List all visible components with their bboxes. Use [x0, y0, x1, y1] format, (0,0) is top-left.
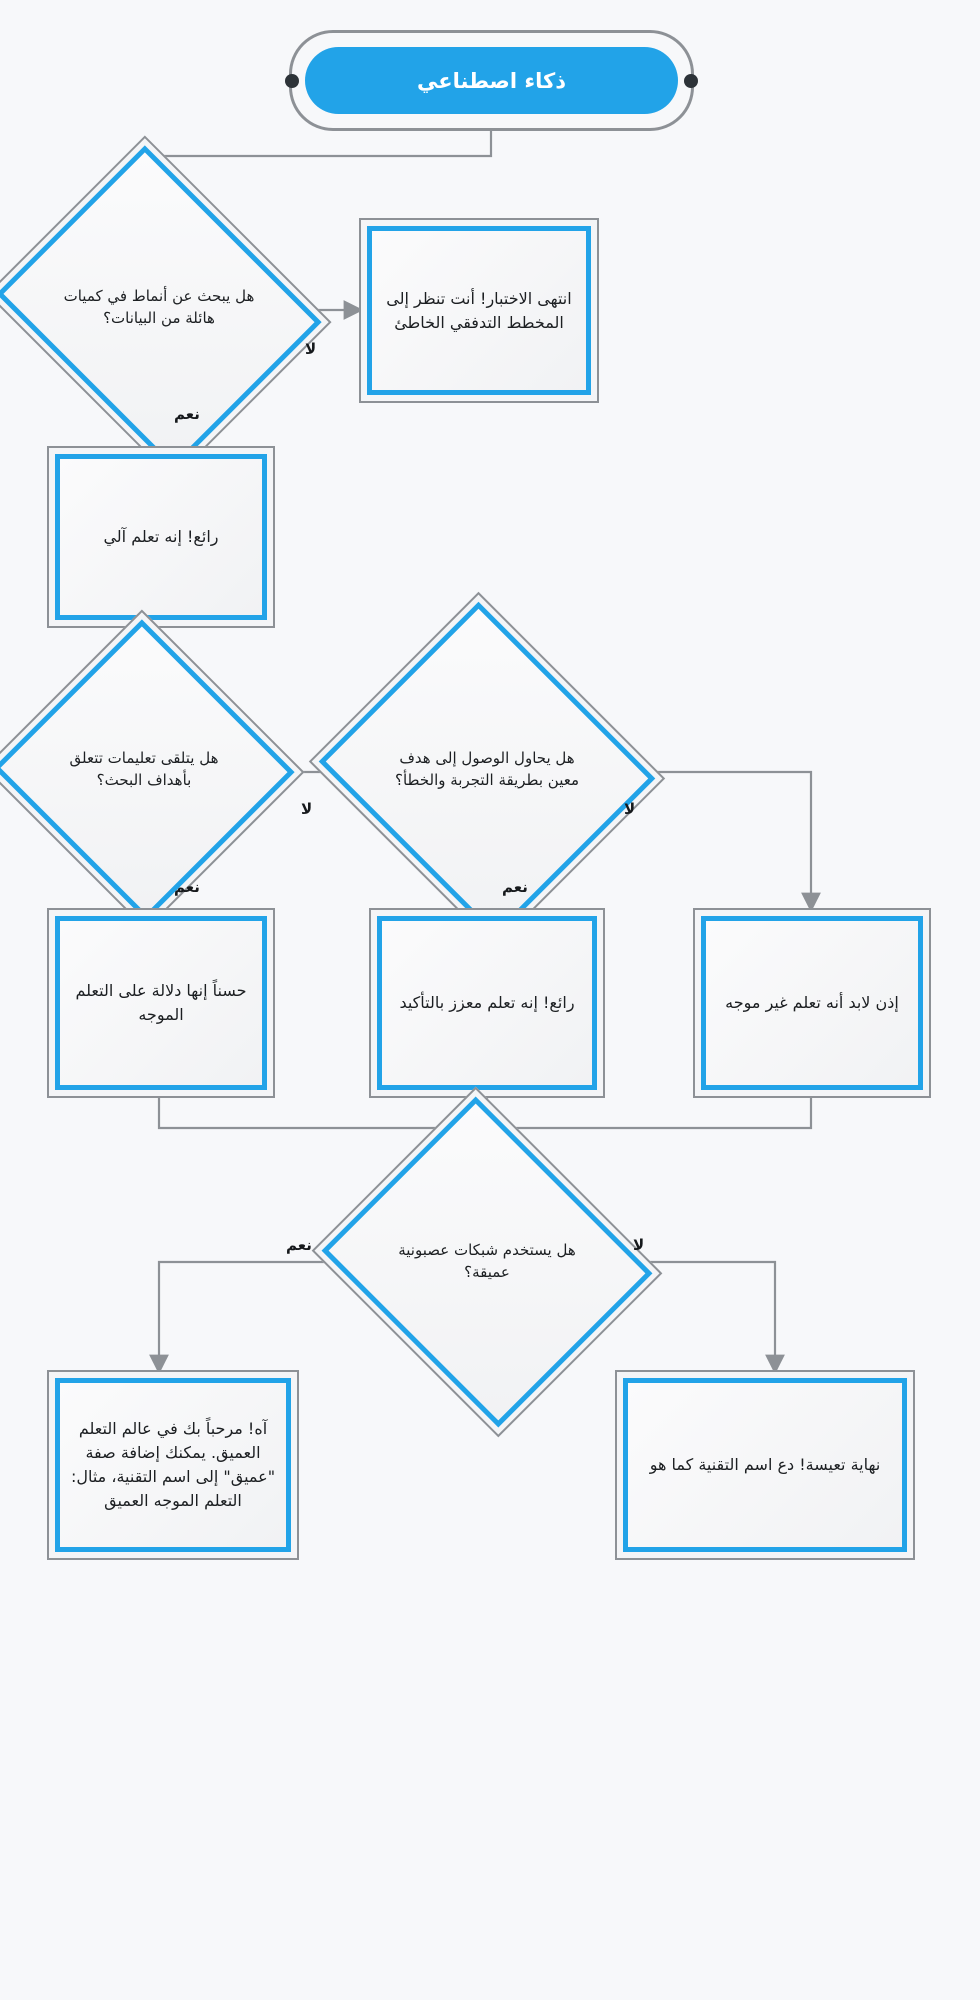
edge-label-deep-no: لا [634, 1236, 646, 1254]
node-supervised-learning-inner [56, 916, 268, 1090]
node-wrong-chart-inner [368, 226, 592, 395]
node-decision-patterns[interactable] [28, 196, 292, 420]
node-decision-trial-error[interactable] [356, 650, 620, 890]
edge-label-patterns-yes: نعم [175, 405, 201, 423]
node-machine-learning-label: رائع! إنه تعلم آلي [104, 527, 220, 546]
edge-label-labels-yes: نعم [175, 878, 201, 896]
node-machine-learning[interactable] [48, 446, 276, 628]
node-decision-deep-networks-label: هل يستخدم شبكات عصبونية عميقة؟ [399, 1241, 577, 1281]
node-decision-deep-networks[interactable] [356, 1146, 620, 1378]
node-wrong-chart[interactable] [360, 218, 600, 403]
node-decision-trial-error-label: هل يحاول الوصول إلى هدف معين بطريقة التجربة والخطأ؟ [395, 749, 581, 789]
edge-label-deep-yes: نعم [287, 1236, 313, 1254]
node-no-deep-learning-inner [624, 1378, 908, 1552]
node-start[interactable] [290, 30, 695, 131]
node-supervised-learning-label: حسناً إنها دلالة على التعلم الموجه [76, 981, 248, 1024]
node-deep-learning-label: آه! مرحباً بك في عالم التعلم العميق. يمكنك إضافة صفة "عميق" إلى اسم التقنية، مثال: التعلم الموجه العميق [71, 1419, 277, 1510]
node-machine-learning-inner [56, 454, 268, 620]
node-no-deep-learning-label: نهاية تعيسة! دع اسم التقنية كما هو [650, 1455, 882, 1474]
node-unsupervised-learning-label: إذن لابد أنه تعلم غير موجه [726, 993, 900, 1012]
terminator-dot-left [286, 74, 300, 88]
node-reinforcement-learning[interactable] [370, 908, 606, 1098]
node-no-deep-learning[interactable] [616, 1370, 916, 1560]
edge-label-trial-yes: نعم [503, 878, 529, 896]
node-deep-learning-inner [56, 1378, 292, 1552]
edge-label-labels-no-visible: لا [302, 800, 314, 818]
node-supervised-learning[interactable] [48, 908, 276, 1098]
node-deep-learning[interactable] [48, 1370, 300, 1560]
edge-label-trial-no: لا [625, 800, 637, 818]
node-start-label: ذكاء اصطناعي [306, 47, 679, 114]
node-reinforcement-learning-label: رائع! إنه تعلم معزز بالتأكيد [400, 993, 576, 1012]
node-reinforcement-learning-inner [378, 916, 598, 1090]
node-unsupervised-learning-inner [702, 916, 924, 1090]
node-decision-labels[interactable] [30, 658, 260, 882]
edge-label-patterns-no: لا [306, 340, 318, 358]
node-unsupervised-learning[interactable] [694, 908, 932, 1098]
node-wrong-chart-label: انتهى الاختبار! أنت تنظر إلى المخطط التدفقي الخاطئ [387, 288, 573, 332]
node-decision-patterns-label: هل يبحث عن أنماط في كميات هائلة من البيانات؟ [64, 287, 256, 327]
terminator-dot-right [685, 74, 699, 88]
node-decision-labels-label: هل يتلقى تعليمات تتعلق بأهداف البحث؟ [70, 749, 220, 789]
